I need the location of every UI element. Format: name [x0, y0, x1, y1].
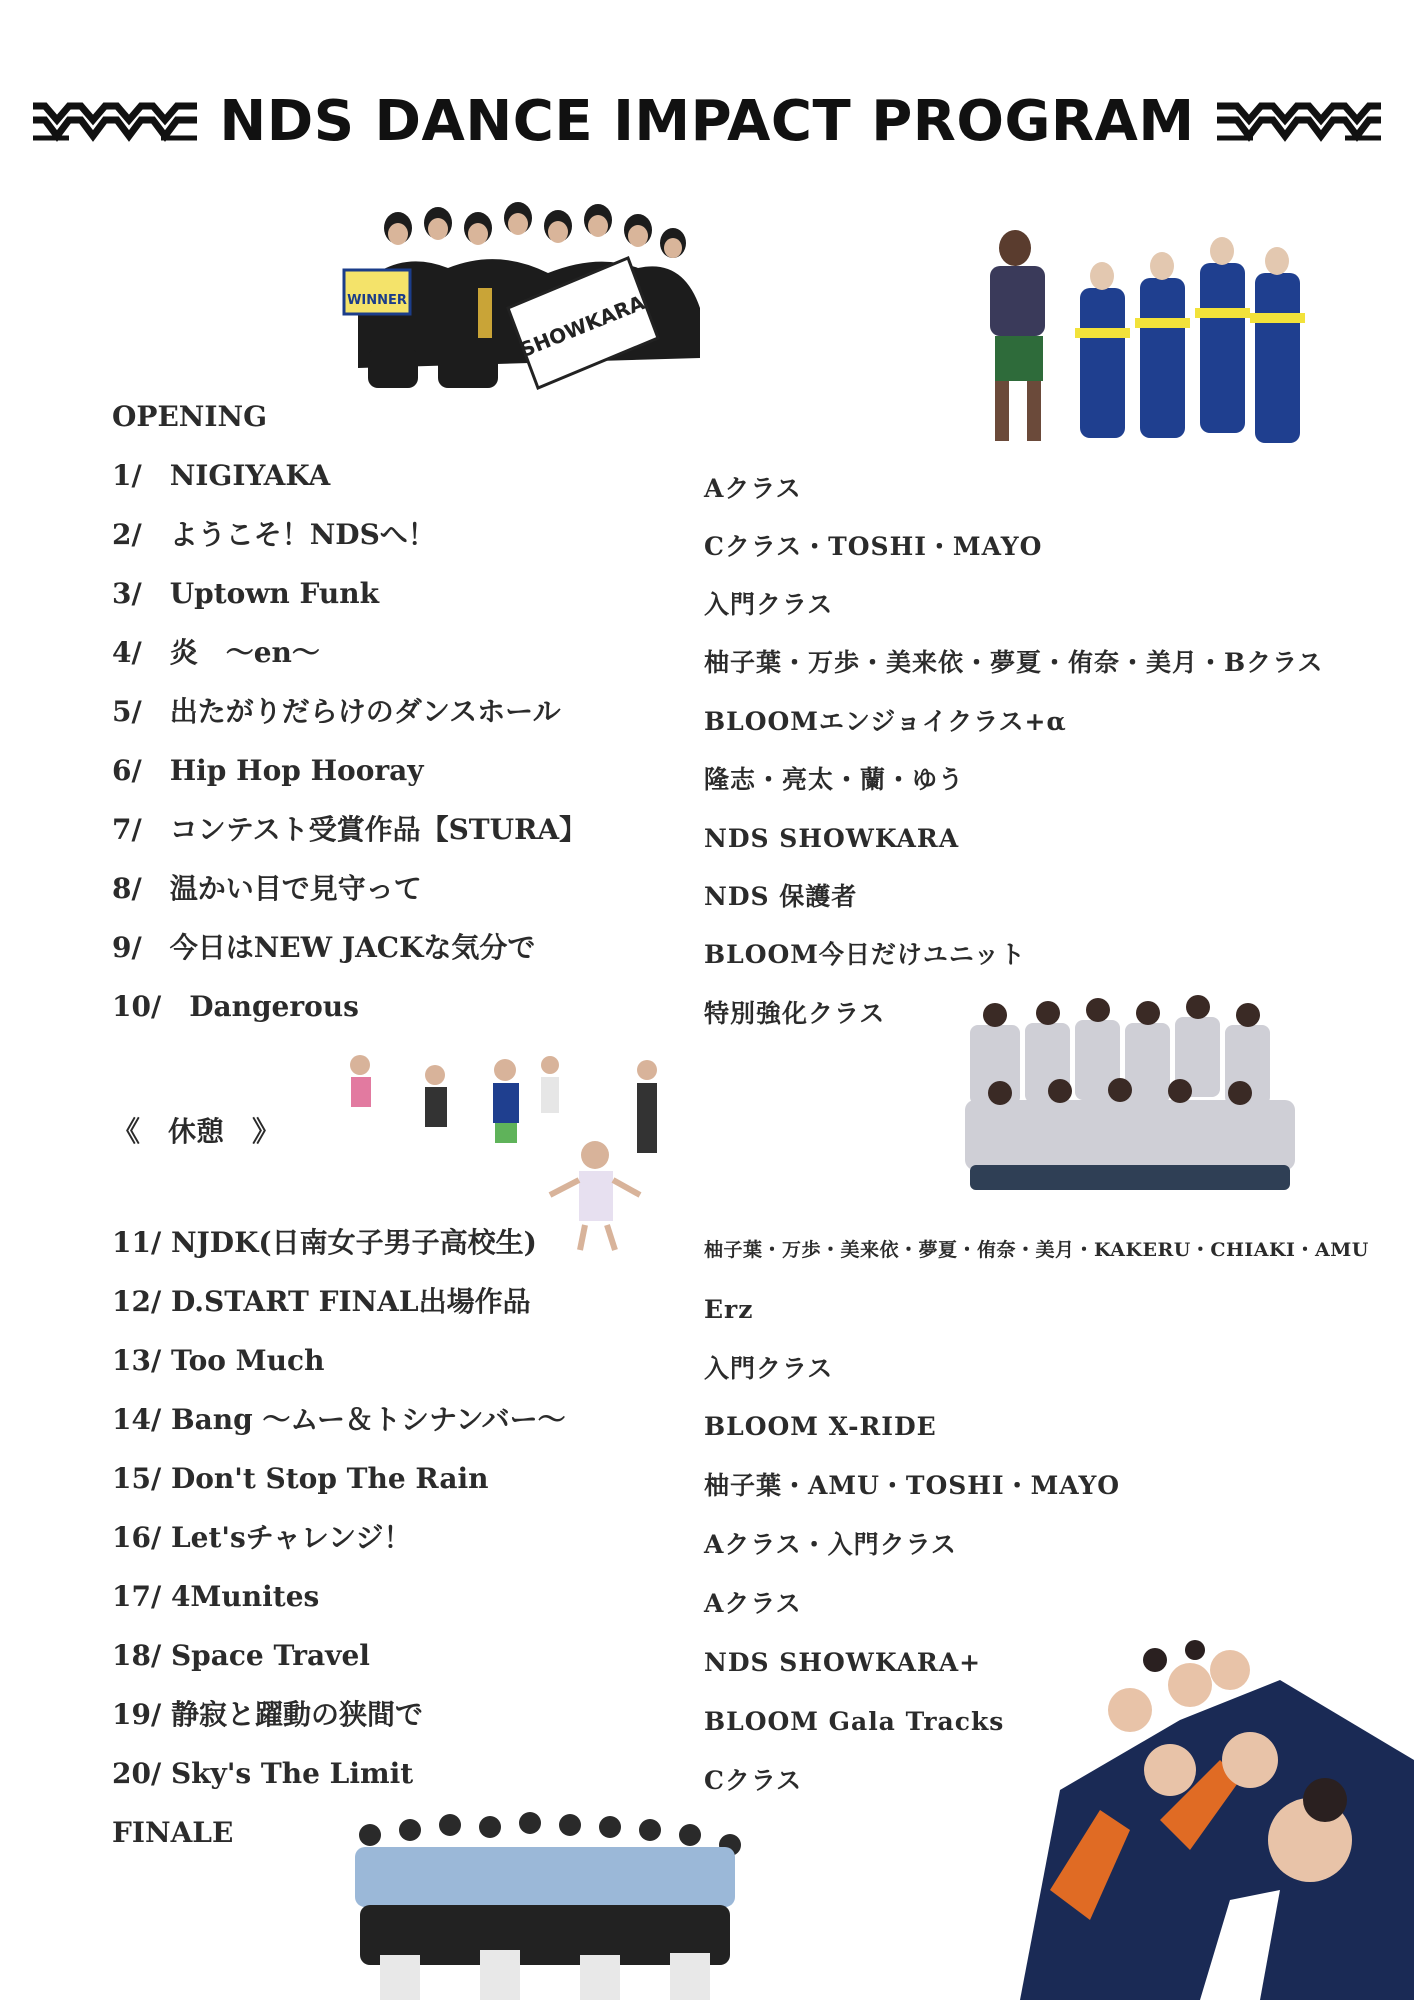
program-item: 1/ NIGIYAKA [112, 459, 331, 492]
opening-label: OPENING [112, 400, 267, 433]
performer-item: Erz [704, 1295, 754, 1324]
zigzag-pattern-icon [31, 98, 199, 144]
performer-item: Aクラス・入門クラス [704, 1530, 957, 1559]
showkara-banner: SHOWKARA [516, 290, 648, 363]
program-item: 18/ Space Travel [112, 1639, 370, 1672]
performer-item: BLOOM X-RIDE [704, 1412, 937, 1441]
zigzag-pattern-icon [1215, 98, 1383, 144]
team-photo-white-uniforms [960, 995, 1305, 1200]
program-item: 8/ 温かい目で見守って [112, 872, 422, 905]
finale-label: FINALE [112, 1816, 234, 1849]
performer-item: Cクラス・TOSHI・MAYO [704, 532, 1043, 561]
performer-item: 柚子葉・AMU・TOSHI・MAYO [704, 1471, 1121, 1500]
performer-item: 入門クラス [704, 1354, 834, 1383]
program-item: 20/ Sky's The Limit [112, 1757, 414, 1790]
team-photo-peace-sign [980, 1640, 1414, 2000]
program-item: 3/ Uptown Funk [112, 577, 380, 610]
performer-item: 隆志・亮太・蘭・ゆう [704, 765, 965, 794]
group-photo-finale [340, 1805, 750, 2000]
program-item: 6/ Hip Hop Hooray [112, 754, 424, 787]
performer-item: BLOOM Gala Tracks [704, 1707, 1005, 1736]
program-item: 10/ Dangerous [112, 990, 359, 1023]
program-item: 7/ コンテスト受賞作品【STURA】 [112, 813, 588, 846]
performer-item: NDS SHOWKARA+ [704, 1648, 982, 1677]
program-item: 13/ Too Much [112, 1344, 325, 1377]
program-item: 15/ Don't Stop The Rain [112, 1462, 489, 1495]
page-title: NDS DANCE IMPACT PROGRAM [219, 88, 1195, 154]
performer-item: BLOOM今日だけユニット [704, 940, 1026, 969]
performer-item: 柚子葉・万歩・美来依・夢夏・侑奈・美月・Bクラス [704, 648, 1324, 677]
program-item: 16/ Let'sチャレンジ！ [112, 1521, 412, 1554]
performer-item: 柚子葉・万歩・美来依・夢夏・侑奈・美月・KAKERU・CHIAKI・AMU [704, 1239, 1369, 1261]
program-item: 19/ 静寂と躍動の狭間で [112, 1698, 423, 1731]
group-photo-winners [338, 198, 703, 393]
performer-item: NDS SHOWKARA [704, 824, 960, 853]
performer-item: Aクラス [704, 1589, 802, 1618]
program-item: 2/ ようこそ！NDSへ！ [112, 518, 436, 551]
performer-item: Cクラス [704, 1766, 803, 1795]
program-item: 14/ Bang 〜ムー＆トシナンバー〜 [112, 1403, 566, 1436]
intermission-label: 《 休憩 》 [112, 1115, 281, 1148]
kids-photo-blue-costumes [945, 218, 1325, 458]
program-item: 5/ 出たがりだらけのダンスホール [112, 695, 561, 728]
program-item: 12/ D.START FINAL出場作品 [112, 1285, 531, 1318]
program-item: 9/ 今日はNEW JACKな気分で [112, 931, 536, 964]
program-item: 17/ 4Munites [112, 1580, 320, 1613]
performer-item: 特別強化クラス [704, 999, 886, 1028]
performer-item: 入門クラス [704, 590, 834, 619]
performer-item: Aクラス [704, 474, 802, 503]
program-title-bar [0, 86, 1414, 156]
performer-item: BLOOMエンジョイクラス+α [704, 707, 1067, 736]
program-item: 4/ 炎 〜en〜 [112, 636, 320, 669]
program-item: 11/ NJDK(日南女子男子高校生) [112, 1226, 537, 1259]
performer-item: NDS 保護者 [704, 882, 858, 911]
winner-sign: WINNER [347, 293, 407, 308]
